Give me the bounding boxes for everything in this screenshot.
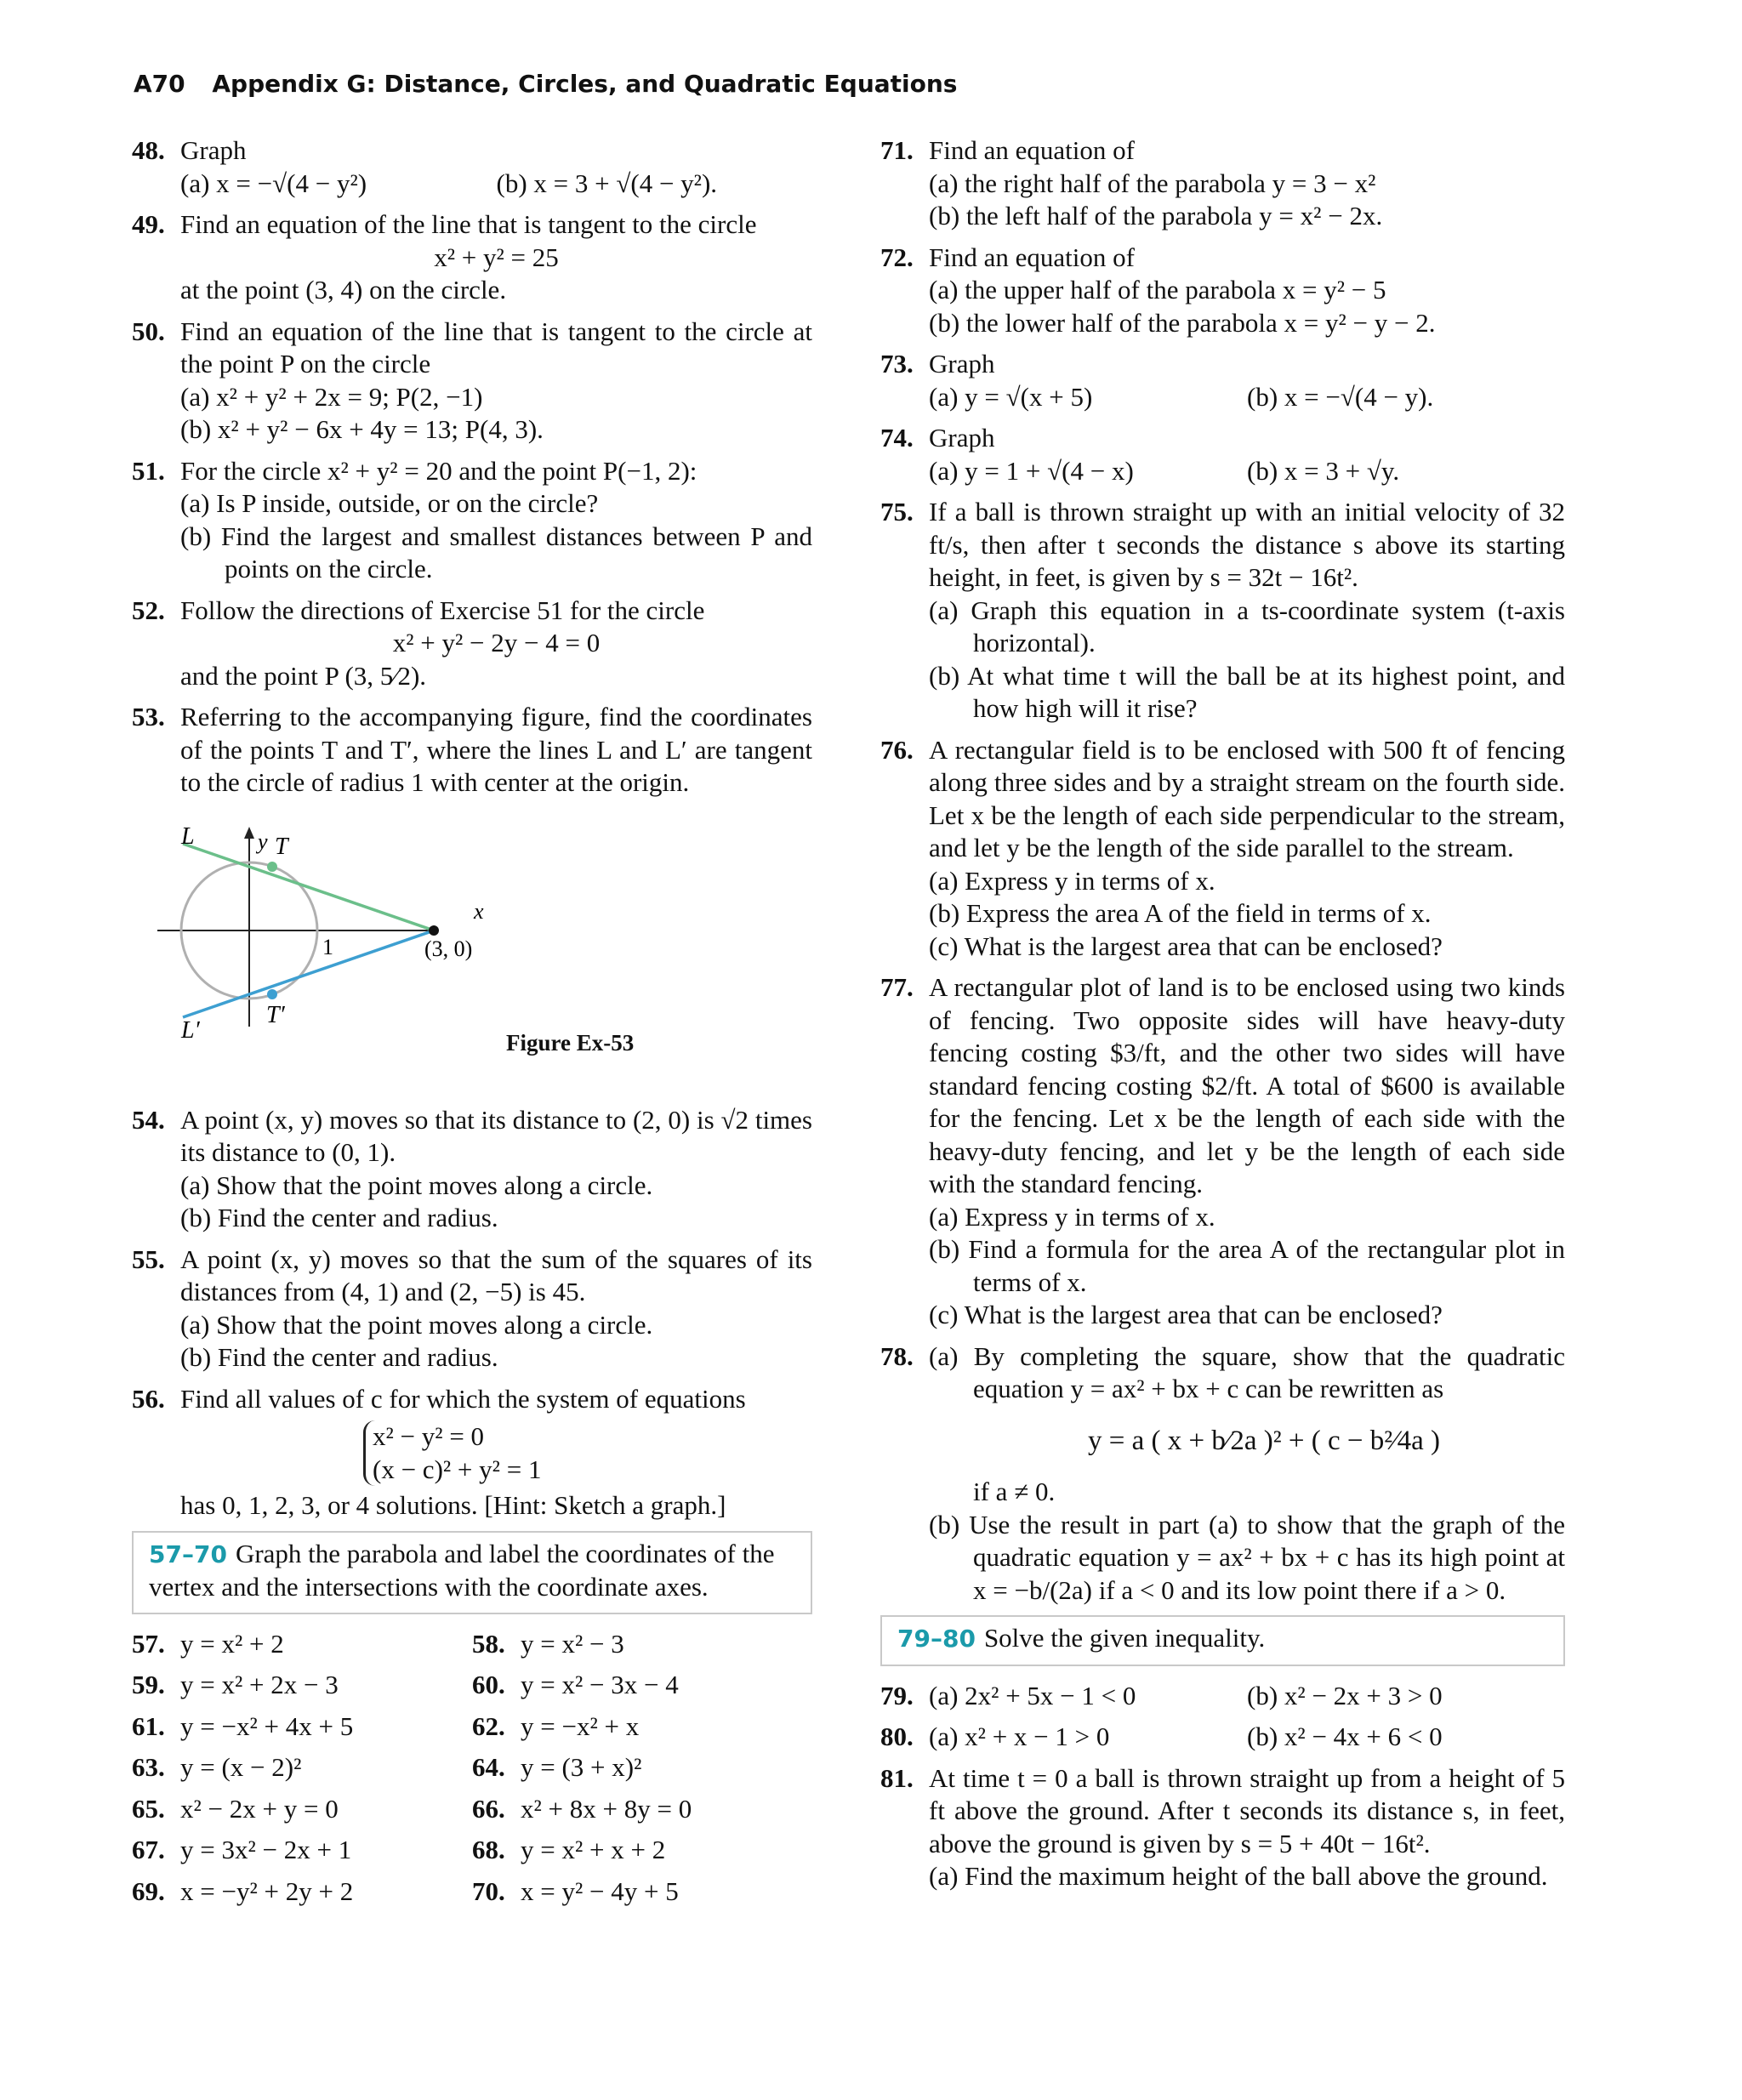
exercise-52 bbox=[132, 595, 812, 693]
exercise-73 bbox=[880, 348, 1565, 413]
exercise-number: 74. bbox=[880, 423, 914, 452]
instruction-box-57-70 bbox=[132, 1531, 812, 1614]
list-item: 57. y = x² + 2 bbox=[132, 1628, 284, 1659]
exercise-text: Follow the directions of Exercise 51 for the circle bbox=[180, 595, 705, 625]
list-item: 65. x² − 2x + y = 0 bbox=[132, 1793, 339, 1824]
exercise-number: 56. bbox=[132, 1383, 165, 1414]
part-b: (b) x = −√(4 − y). bbox=[1247, 381, 1434, 412]
exercise-number: 81. bbox=[880, 1762, 914, 1793]
part-b: (b) the left half of the parabola y = x² − 2x. bbox=[929, 201, 1383, 230]
left-column bbox=[132, 134, 812, 1908]
list-item: 68. y = x² + x + 2 bbox=[472, 1835, 666, 1864]
point-T-prime bbox=[267, 989, 277, 999]
exercise-text: Graph bbox=[929, 423, 995, 452]
part-b: (b) At what time t will the ball be at its highest point, and how high will it rise? bbox=[929, 660, 1565, 723]
part-b: (b) Find a formula for the area A of the rectangular plot in terms of x. bbox=[929, 1234, 1565, 1297]
part-b: (b) Find the center and radius. bbox=[180, 1203, 498, 1232]
exercise-75 bbox=[880, 496, 1565, 726]
part-b: (b) Find the center and radius. bbox=[180, 1342, 498, 1372]
list-item: 66. x² + 8x + 8y = 0 bbox=[472, 1793, 692, 1824]
exercise-76 bbox=[880, 734, 1565, 964]
exercise-50 bbox=[132, 316, 812, 447]
exercise-48 bbox=[132, 134, 812, 200]
part-a: (a) Find the maximum height of the ball above the ground. bbox=[929, 1861, 1548, 1891]
part-b: (b) the lower half of the parabola x = y² − y − 2. bbox=[929, 307, 1436, 338]
part-a: (a) y = 1 + √(4 − x) bbox=[929, 455, 1134, 486]
part-c: (c) What is the largest area that can be enclosed? bbox=[929, 930, 1443, 961]
list-item: 62. y = −x² + x bbox=[472, 1710, 640, 1741]
figure-caption: Figure Ex-53 bbox=[506, 1029, 635, 1056]
y-axis-arrow bbox=[244, 827, 254, 839]
instruction-text: Solve the given inequality. bbox=[983, 1623, 1266, 1653]
exercise-number: 49. bbox=[132, 209, 165, 239]
label-x: x bbox=[474, 898, 484, 924]
tangent-lines-diagram bbox=[132, 810, 812, 1090]
part-b: (b) x² − 2x + 3 > 0 bbox=[1247, 1680, 1443, 1710]
exercise-text: A point (x, y) moves so that its distance to (2, 0) is √2 times its distance to (0, 1). bbox=[180, 1104, 812, 1167]
part-a: (a) x² + y² + 2x = 9; P(2, −1) bbox=[180, 381, 483, 412]
list-item: 61. y = −x² + 4x + 5 bbox=[132, 1710, 354, 1741]
exercise-text: If a ball is thrown straight up with an initial velocity of 32 ft/s, then after t seconds the distance s above its starting height, in feet, is given by s = 32t − 16t². bbox=[929, 497, 1565, 592]
part-a: (a) Show that the point moves along a circle. bbox=[180, 1309, 653, 1340]
exercise-77 bbox=[880, 971, 1565, 1332]
equation: x² + y² = 25 bbox=[434, 242, 559, 272]
exercise-number: 71. bbox=[880, 135, 914, 165]
part-a: (a) Is P inside, outside, or on the circle? bbox=[180, 488, 599, 518]
exercise-79 bbox=[880, 1680, 1565, 1713]
part-a: (a) x = −√(4 − y²) bbox=[180, 168, 367, 198]
exercise-number: 73. bbox=[880, 349, 914, 378]
exercise-text: Referring to the accompanying figure, find the coordinates of the points T and T′, where the lines L and L′ are tangent to the circle of radius 1 with center at the origin. bbox=[180, 702, 812, 797]
list-item: 63. y = (x − 2)² bbox=[132, 1752, 302, 1782]
tangent-line-L bbox=[183, 844, 434, 930]
exercise-text: Find an equation of bbox=[929, 135, 1135, 165]
part-a: (a) Graph this equation in a ts-coordinate system (t-axis horizontal). bbox=[929, 595, 1565, 657]
part-a: (a) the right half of the parabola y = 3 − x² bbox=[929, 168, 1376, 198]
part-a: (a) Express y in terms of x. bbox=[929, 865, 1215, 896]
list-item: 58. y = x² − 3 bbox=[472, 1628, 624, 1659]
exercise-number: 51. bbox=[132, 455, 165, 486]
exercise-81 bbox=[880, 1762, 1565, 1893]
label-point-3-0: (3, 0) bbox=[424, 936, 473, 961]
part-a: (a) Show that the point moves along a circle. bbox=[180, 1170, 653, 1200]
exercise-number: 55. bbox=[132, 1243, 165, 1274]
equation-system bbox=[363, 1420, 594, 1486]
point-3-0 bbox=[429, 925, 439, 936]
page-header bbox=[134, 70, 957, 98]
exercise-74 bbox=[880, 422, 1565, 487]
list-item: 70. x = y² − 4y + 5 bbox=[472, 1875, 679, 1906]
point-T bbox=[267, 862, 277, 872]
figure-ex-53 bbox=[132, 810, 812, 1090]
exercise-text: A point (x, y) moves so that the sum of the squares of its distances from (4, 1) and (2, −5) is 45. bbox=[180, 1243, 812, 1306]
exercise-list-57-70 bbox=[132, 1628, 812, 1909]
exercise-49 bbox=[132, 208, 812, 307]
system-equation-1: x² − y² = 0 bbox=[373, 1421, 485, 1451]
exercise-text: A rectangular field is to be enclosed with 500 ft of fencing along three sides and by a straight stream on the fourth side. Let x be the length of each side perpendicular to the stream, and let y be the length of the side parallel to the stream. bbox=[929, 734, 1565, 862]
part-b: (b) Find the largest and smallest distances between P and points on the circle. bbox=[180, 521, 812, 583]
exercise-text: Find all values of c for which the system of equations bbox=[180, 1383, 746, 1414]
exercise-55 bbox=[132, 1243, 812, 1374]
label-T: T bbox=[275, 833, 288, 860]
list-item: 59. y = x² + 2x − 3 bbox=[132, 1670, 339, 1699]
exercise-text: Graph bbox=[929, 349, 995, 378]
exercise-number: 48. bbox=[132, 135, 165, 165]
exercise-tail: has 0, 1, 2, 3, or 4 solutions. [Hint: Sketch a graph.] bbox=[180, 1490, 726, 1520]
exercise-number: 50. bbox=[132, 316, 165, 346]
exercise-number: 52. bbox=[132, 595, 165, 625]
exercise-number: 76. bbox=[880, 734, 914, 765]
list-item: 67. y = 3x² − 2x + 1 bbox=[132, 1835, 352, 1864]
exercise-text: Graph bbox=[180, 135, 247, 165]
exercise-range: 79–80 bbox=[897, 1625, 976, 1653]
exercise-number: 79. bbox=[880, 1680, 914, 1710]
exercise-51 bbox=[132, 455, 812, 586]
exercise-text: Find an equation of the line that is tangent to the circle at the point P on the circle bbox=[180, 316, 812, 378]
instruction-box-79-80 bbox=[880, 1615, 1565, 1666]
list-item: 69. x = −y² + 2y + 2 bbox=[132, 1875, 354, 1906]
part-a: (a) x² + x − 1 > 0 bbox=[929, 1722, 1110, 1751]
part-a: (a) By completing the square, show that the quadratic equation y = ax² + bx + c can be rewritten as bbox=[929, 1340, 1565, 1403]
right-column bbox=[880, 134, 1565, 1902]
part-a: (a) Express y in terms of x. bbox=[929, 1201, 1215, 1232]
exercise-number: 75. bbox=[880, 497, 914, 526]
exercise-text: Find an equation of the line that is tangent to the circle bbox=[180, 209, 757, 239]
label-radius-1: 1 bbox=[322, 934, 333, 959]
label-L: L bbox=[181, 822, 195, 850]
exercise-text: Find an equation of bbox=[929, 242, 1135, 272]
exercise-text: A rectangular plot of land is to be enclosed using two kinds of fencing. Two opposite sides will have heavy-duty fencing costing $3/ft, and the other two sides will have standard fencing costing $2/ft. A total of $600 is available for the fencing. Let x be the length of each side with the heavy-duty fencing, and let y be the length of each side with the standard fencing. bbox=[929, 972, 1565, 1198]
equation: x² + y² − 2y − 4 = 0 bbox=[392, 628, 601, 657]
exercise-number: 80. bbox=[880, 1722, 914, 1751]
exercise-text: For the circle x² + y² = 20 and the point P(−1, 2): bbox=[180, 455, 697, 486]
exercise-number: 54. bbox=[132, 1104, 165, 1135]
page-number: A70 bbox=[134, 70, 185, 98]
page-title: Appendix G: Distance, Circles, and Quadratic Equations bbox=[212, 70, 958, 98]
list-item: 60. y = x² − 3x − 4 bbox=[472, 1670, 679, 1699]
tangent-line-L-prime bbox=[183, 930, 434, 1017]
part-c: (c) What is the largest area that can be enclosed? bbox=[929, 1300, 1443, 1329]
part-b: (b) x = 3 + √y. bbox=[1247, 455, 1400, 486]
list-item: 64. y = (3 + x)² bbox=[472, 1752, 642, 1782]
exercise-tail: and the point P (3, 5⁄2). bbox=[180, 660, 427, 691]
label-T-prime: T′ bbox=[266, 1001, 285, 1028]
part-a: (a) the upper half of the parabola x = y² − 5 bbox=[929, 275, 1386, 304]
part-a: (a) 2x² + 5x − 1 < 0 bbox=[929, 1680, 1136, 1710]
part-b: (b) Express the area A of the field in terms of x. bbox=[929, 898, 1432, 928]
exercise-53 bbox=[132, 701, 812, 800]
part-b: (b) x = 3 + √(4 − y²). bbox=[496, 168, 718, 198]
part-b: (b) Use the result in part (a) to show that the graph of the quadratic equation y = ax² + bx + c has its high point at x = −b/(2a) if a < 0 and its low point there if a > 0. bbox=[929, 1509, 1565, 1605]
condition: if a ≠ 0. bbox=[973, 1477, 1056, 1506]
label-L-prime: L′ bbox=[181, 1016, 200, 1044]
exercise-72 bbox=[880, 242, 1565, 340]
exercise-78 bbox=[880, 1340, 1565, 1608]
exercise-number: 77. bbox=[880, 972, 914, 1002]
exercise-number: 53. bbox=[132, 702, 165, 731]
instruction-text: Graph the parabola and label the coordinates of the vertex and the intersections with the coordinate axes. bbox=[149, 1538, 775, 1602]
exercise-54 bbox=[132, 1104, 812, 1235]
exercise-number: 78. bbox=[880, 1340, 914, 1371]
exercise-56 bbox=[132, 1383, 812, 1522]
exercise-71 bbox=[880, 134, 1565, 233]
exercise-80 bbox=[880, 1721, 1565, 1754]
part-a: (a) y = √(x + 5) bbox=[929, 381, 1093, 412]
exercise-range: 57–70 bbox=[149, 1539, 227, 1568]
exercise-text: At time t = 0 a ball is thrown straight up from a height of 5 ft above the ground. After t seconds its distance s, in feet, above the ground is given by s = 5 + 40t − 16t². bbox=[929, 1762, 1565, 1858]
label-y: y bbox=[258, 828, 268, 854]
part-b: (b) x² + y² − 6x + 4y = 13; P(4, 3). bbox=[180, 414, 544, 444]
completed-square-equation: y = a ( x + b⁄2a )² + ( c − b²⁄4a ) bbox=[1087, 1425, 1441, 1456]
exercise-number: 72. bbox=[880, 242, 914, 272]
system-equation-2: (x − c)² + y² = 1 bbox=[373, 1454, 542, 1484]
exercise-tail: at the point (3, 4) on the circle. bbox=[180, 275, 507, 304]
part-b: (b) x² − 4x + 6 < 0 bbox=[1247, 1722, 1443, 1751]
